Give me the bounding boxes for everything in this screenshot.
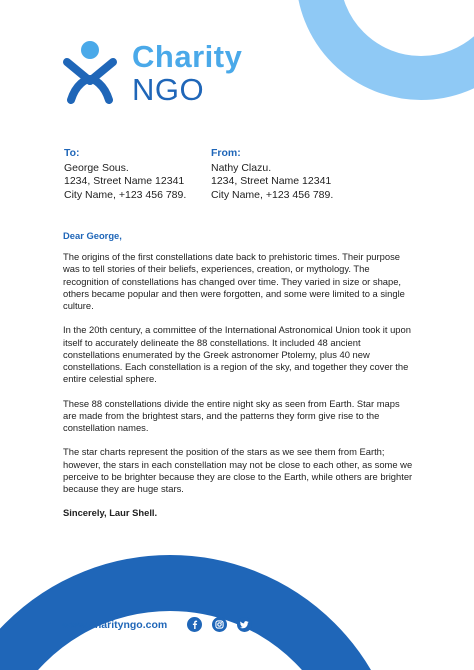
recipient-block: [64, 147, 186, 202]
recipient-name: George Sous.: [64, 161, 129, 174]
letter-paragraph: The star charts represent the position of the stars as we see them from Earth; however, the stars in each constellation may not be close to each other, as some we perceive to be brighter because they are close to the Earth, while others are brighter because they are huge stars.: [63, 446, 413, 495]
letter-paragraph: These 88 constellations divide the entire night sky as seen from Earth. Star maps are made from the brightest stars, and the patterns they form give rise to the constellation names.: [63, 397, 400, 434]
facebook-icon[interactable]: [187, 617, 202, 632]
sender-city: City Name, +123 456 789.: [211, 188, 334, 201]
sender-address: 1234, Street Name 12341: [211, 175, 332, 187]
logo-text-charity: Charity: [132, 39, 243, 74]
logo: [62, 40, 242, 105]
logo-wordmark: [132, 41, 242, 105]
sender-block: [211, 147, 333, 202]
decorative-arc-top: [296, 0, 474, 100]
letter-body: [63, 230, 415, 520]
logo-text-ngo: NGO: [132, 72, 205, 107]
instagram-icon[interactable]: [212, 617, 227, 632]
social-links: [187, 617, 262, 632]
letter-paragraph: The origins of the first constellations date back to prehistoric times. Their purpose was to tell stories of their beliefs, experiences, creation, or mythology. The recognition of constellations has changed over time. They varied in size or shape, others became popular and then were forgotten, and some were limited to a single culture.: [63, 251, 405, 312]
recipient-city: City Name, +123 456 789.: [64, 188, 187, 201]
recipient-address: 1234, Street Name 12341: [64, 175, 185, 187]
website-link[interactable]: www.charityngo.com: [62, 619, 168, 631]
twitter-icon[interactable]: [237, 617, 252, 632]
signoff: Sincerely, Laur Shell.: [63, 507, 158, 519]
decorative-arc-bottom: [0, 548, 410, 670]
sender-name: Nathy Clazu.: [211, 161, 272, 174]
salutation: Dear George,: [63, 230, 122, 241]
person-arms-up-icon: [62, 40, 118, 104]
letter-paragraph: In the 20th century, a committee of the International Astronomical Union took it upon itself to accurately delineate the 88 constellations. It included 48 ancient constellations enumerated by the Greek astronomer Ptolemy, plus 40 new constellations. Each constellation is a region of the sky, and together they cover the entire celestial sphere.: [63, 324, 411, 385]
sender-heading: From:: [211, 147, 241, 159]
recipient-heading: To:: [64, 147, 80, 159]
